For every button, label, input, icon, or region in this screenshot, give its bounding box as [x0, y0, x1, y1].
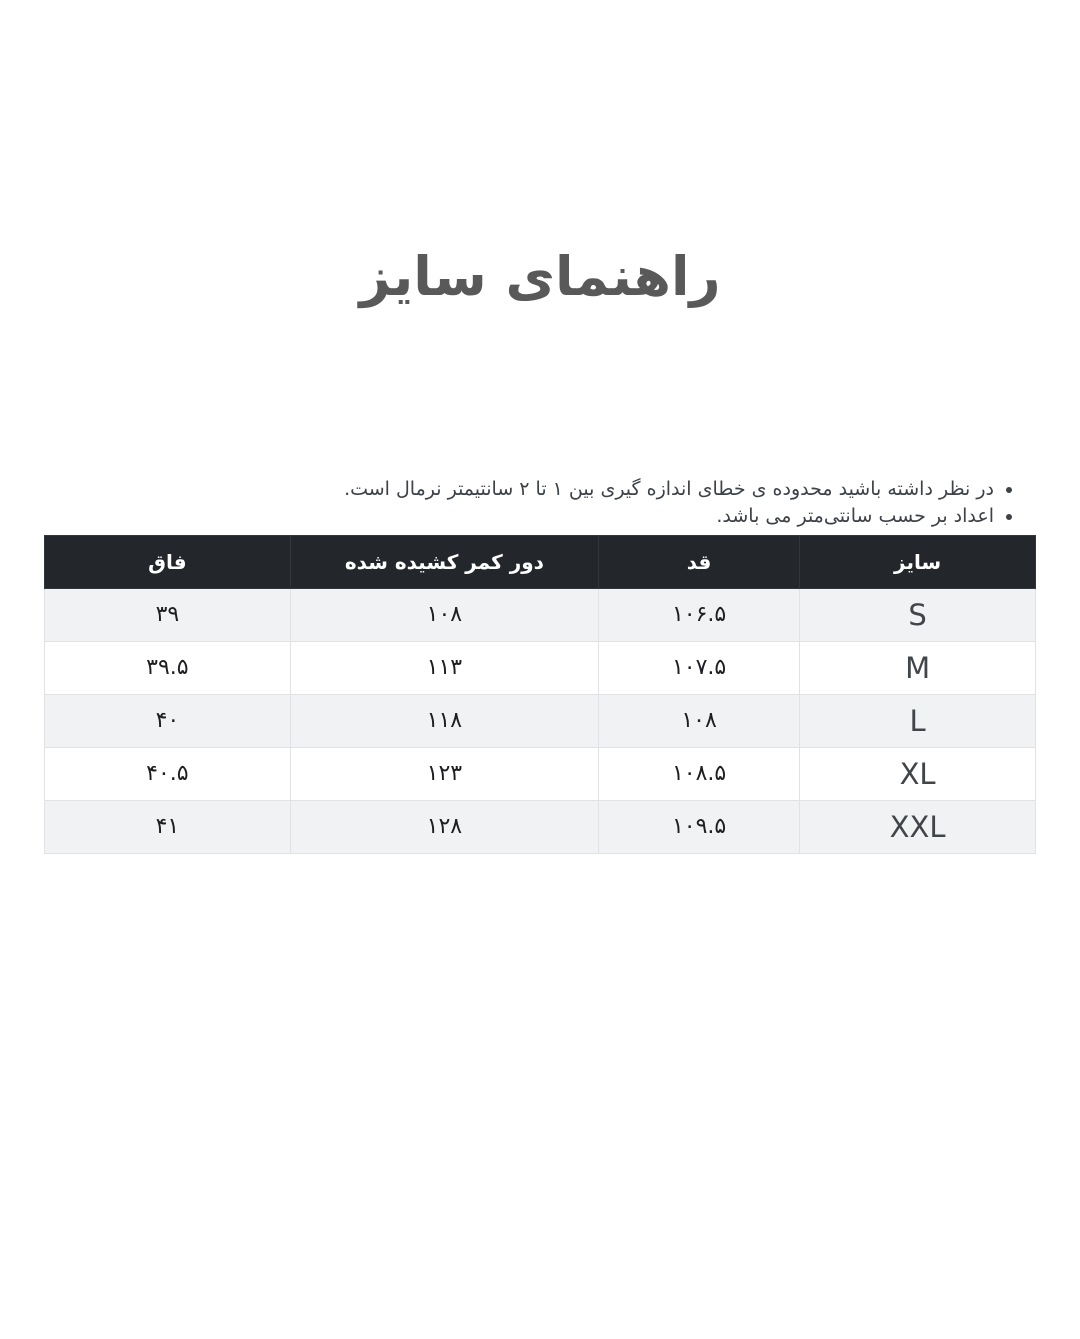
cell-size: S [800, 588, 1036, 641]
table-row-XXL [45, 800, 1036, 853]
table-row-XL [45, 747, 1036, 800]
cell-size: L [800, 694, 1036, 747]
page-title: راهنمای سایز [359, 245, 721, 308]
note-item: • در نظر داشته باشید محدوده ی خطای اندازه گیری بین ۱ تا ۲ سانتیمتر نرمال است. [0, 476, 994, 503]
size-table-body [45, 588, 1036, 853]
cell-size: XL [800, 747, 1036, 800]
cell-stretched_waist: ۱۲۸ [290, 800, 598, 853]
table-row-M [45, 641, 1036, 694]
table-row-S [45, 588, 1036, 641]
notes-list [0, 476, 1018, 530]
cell-stretched_waist: ۱۰۸ [290, 588, 598, 641]
column-header-height: قد [598, 535, 799, 588]
cell-height: ۱۰۷.۵ [598, 641, 799, 694]
cell-height: ۱۰۹.۵ [598, 800, 799, 853]
size-table-header-row [45, 535, 1036, 588]
cell-rise: ۴۰ [45, 694, 291, 747]
cell-height: ۱۰۸.۵ [598, 747, 799, 800]
cell-height: ۱۰۸ [598, 694, 799, 747]
column-header-rise: فاق [45, 535, 291, 588]
cell-height: ۱۰۶.۵ [598, 588, 799, 641]
size-table [44, 535, 1036, 854]
column-header-size: سایز [800, 535, 1036, 588]
size-table-header [45, 535, 1036, 588]
cell-rise: ۳۹.۵ [45, 641, 291, 694]
note-item: • اعداد بر حسب سانتی‌متر می باشد. [0, 503, 994, 530]
cell-stretched_waist: ۱۲۳ [290, 747, 598, 800]
cell-stretched_waist: ۱۱۸ [290, 694, 598, 747]
column-header-stretched_waist: دور کمر کشیده شده [290, 535, 598, 588]
cell-size: XXL [800, 800, 1036, 853]
cell-size: M [800, 641, 1036, 694]
cell-rise: ۳۹ [45, 588, 291, 641]
cell-rise: ۴۰.۵ [45, 747, 291, 800]
cell-rise: ۴۱ [45, 800, 291, 853]
table-row-L [45, 694, 1036, 747]
cell-stretched_waist: ۱۱۳ [290, 641, 598, 694]
